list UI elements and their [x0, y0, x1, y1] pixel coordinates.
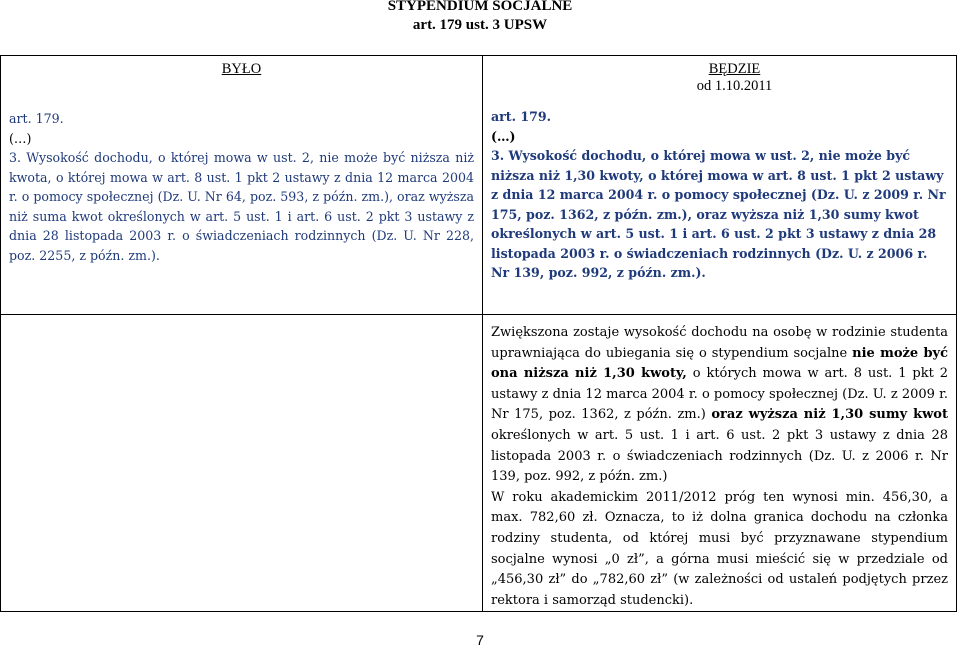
new-ellipsis: (…)	[491, 128, 516, 144]
old-version-cell	[1, 56, 483, 315]
explanation-cell	[483, 315, 957, 612]
old-paragraph: 3. Wysokość dochodu, o której mowa w ust. 2, nie może być niższa niż kwota, o której mowa w art. 8 ust. 1 pkt 2 ustawy z dnia 12 marca 2004 r. o pomocy społecznej (Dz. U. Nr 64, poz. 593, z późn. zm.), oraz wyższa niż suma kwot określonych w art. 5 ust. 1 i art. 6 ust. 2 pkt 3 ustawy z dnia 28 listopada 2003 r. o świadczeniach rodzinnych (Dz. U. Nr 228, poz. 2255, z późn. zm.).	[9, 150, 474, 263]
page-number: 7	[476, 632, 484, 648]
explanation-paragraph: Zwiększona zostaje wysokość dochodu na osobę w rodzinie studenta uprawniająca do ubiegania się o stypendium socjalne nie może być ona niższa niż 1,30 kwoty, o których mowa w art. 8 ust. 1 pkt 2 ustawy z dnia 12 marca 2004 r. o pomocy społecznej (Dz. U. z 2009 r. Nr 175, poz. 1362, z późn. zm.) oraz wyższa niż 1,30 sumy kwot określonych w art. 5 ust. 1 i art. 6 ust. 2 pkt 3 ustawy z dnia 28 listopada 2003 r. o świadczeniach rodzinnych (Dz. U. z 2006 r. Nr 139, poz. 992, z późn. zm.)	[491, 325, 948, 485]
old-ellipsis: (…)	[9, 130, 32, 146]
comparison-table	[0, 55, 957, 612]
old-art-number: art. 179.	[9, 111, 64, 126]
document-title: STYPENDIUM SOCJALNE	[387, 0, 573, 14]
new-version-date: od 1.10.2011	[696, 78, 773, 94]
empty-cell	[1, 315, 483, 612]
new-paragraph: 3. Wysokość dochodu, o której mowa w ust. 2, nie może być niższa niż 1,30 kwoty, o której mowa w art. 8 ust. 1 pkt 2 ustawy z dnia 12 marca 2004 r. o pomocy społecznej (Dz. U. z 2009 r. Nr 175, poz. 1362, z późn. zm.), oraz wyższa niż 1,30 sumy kwot określonych w art. 5 ust. 1 i art. 6 ust. 2 pkt 3 ustawy z dnia 28 listopada 2003 r. o świadczeniach rodzinnych (Dz. U. z 2006 r. Nr 139, poz. 992, z późn. zm.).	[491, 148, 946, 280]
document-subtitle: art. 179 ust. 3 UPSW	[412, 17, 548, 33]
new-law-text	[483, 107, 956, 283]
new-version-cell	[483, 56, 957, 315]
old-version-header: BYŁO	[221, 61, 262, 77]
threshold-paragraph: W roku akademickim 2011/2012 próg ten wynosi min. 456,30, a max. 782,60 zł. Oznacza, to iż dolna granica dochodu na członka rodziny studenta, od której musi być przyznawane stypendium socjalne wynosi „0 zł”, a górna musi mieścić się w przedziale od „456,30 zł” do „782,60 zł” (w zależności od ustaleń podjętych przez rektora i samorząd studencki).	[491, 489, 948, 608]
old-law-text	[1, 109, 482, 265]
new-version-header: BĘDZIE	[708, 61, 761, 77]
new-art-number: art. 179.	[491, 109, 552, 124]
